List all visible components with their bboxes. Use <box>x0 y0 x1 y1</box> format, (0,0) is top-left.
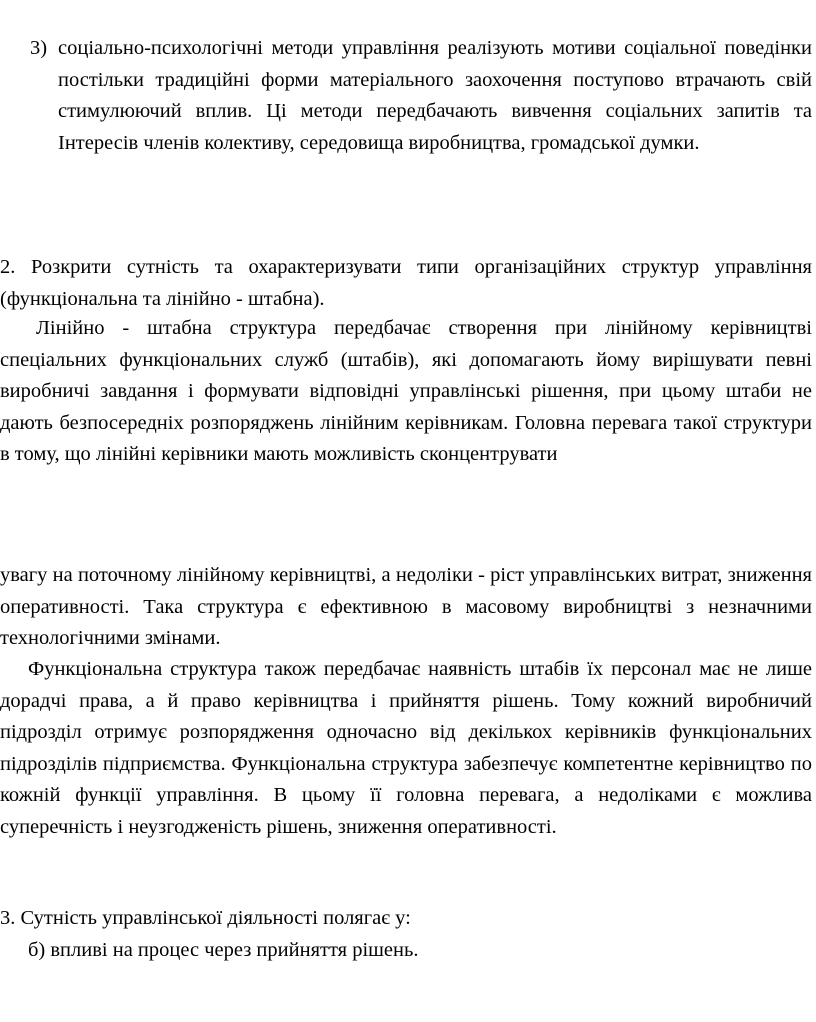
question-3-text: 3. Сутність управлінської діяльності полягає у: <box>0 907 411 929</box>
question-3 <box>0 902 812 966</box>
question-2-text: 2. Розкрити сутність та охарактеризувати типи організаційних структур управління (функціональна та лінійно - штабна). <box>0 256 812 310</box>
paragraph-linear-staff <box>0 313 812 471</box>
list-item-3 <box>0 33 812 159</box>
list-item-number: 3) <box>30 37 48 59</box>
list-item-text: соціально-психологічні методи управління реалізують мотиви соціальної поведінки постільки традиційні форми матеріального заохочення поступово втрачають свій стимулюючий вплив. Ці методи передбачають вивчення соціальних запитів та Інтересів членів колективу, середовища виробництва, громадської думки. <box>58 37 812 154</box>
paragraph-continuation-text: увагу на поточному лінійному керівництві, а недоліки - ріст управлінських витрат, зниження оперативності. Така структура є ефективною в масовому виробництві з незначними технологічними змінами. <box>0 564 812 649</box>
answer-3-text: б) впливі на процес через прийняття рішень. <box>28 939 419 961</box>
paragraph-continuation <box>0 560 812 655</box>
question-2 <box>0 252 812 315</box>
paragraph-linear-staff-text: Лінійно - штабна структура передбачає створення при лінійному керівництві спеціальних функціональних служб (штабів), які допомагають йому вирішувати певні виробничі завдання і формувати відповідні управлінські рішення, при цьому штаби не дають безпосередніх розпоряджень лінійним керівникам. Головна перевага такої структури в тому, що лінійні керівники мають можливість сконцентрувати <box>0 317 812 465</box>
paragraph-functional-text: Функціональна структура також передбачає наявність штабів їх персонал має не лише дорадчі права, а й право керівництва і прийняття рішень. Тому кожний виробничий підрозділ отримує розпорядження одночасно від декількох керівників функціональних підрозділів підприємства. Функціональна структура забезпечує компетентне керівництво по кожній функції управління. В цьому її головна перевага, а недоліками є можлива суперечність і неузгодженість рішень, зниження оперативності. <box>0 658 812 838</box>
paragraph-functional <box>0 654 812 843</box>
